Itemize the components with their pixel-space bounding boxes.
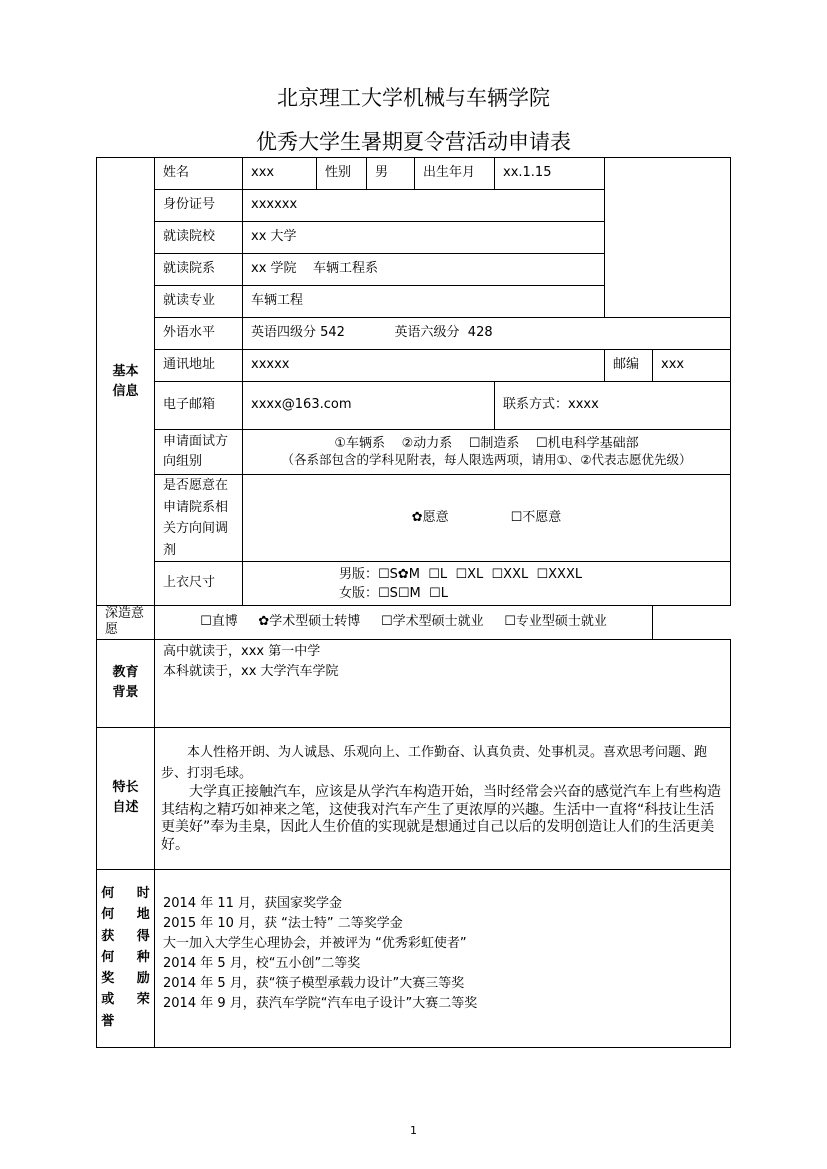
language-label: 外语水平 — [155, 318, 243, 350]
language-value: 英语四级分 542 英语六级分 428 — [243, 318, 731, 350]
major-value: 车辆工程 — [243, 286, 605, 318]
dept-label: 就读院系 — [155, 254, 243, 286]
award-item: 大一加入大学生心理协会，并被评为 “优秀彩虹使者” — [163, 935, 467, 951]
section-basic-label: 基本信息 — [112, 363, 139, 399]
education-line: 本科就读于，xx 大学汽车学院 — [163, 663, 339, 679]
birth-value: xx.1.15 — [495, 158, 605, 190]
education-content — [155, 639, 731, 727]
page-number: 1 — [410, 1124, 417, 1137]
zip-value: xxx — [653, 350, 731, 382]
interview-note: （各系部包含的学科见附表，每人限选两项，请用①、②代表志愿优先级） — [281, 452, 692, 468]
self-statement-content — [155, 727, 731, 869]
major-label: 就读专业 — [155, 286, 243, 318]
photo-box — [605, 158, 731, 318]
section-self-label: 特长自述 — [112, 780, 139, 815]
email-label: 电子邮箱 — [155, 382, 243, 430]
education-line: 高中就读于，xxx 第一中学 — [163, 643, 321, 659]
awards-content — [155, 869, 731, 1047]
id-label: 身份证号 — [155, 190, 243, 222]
section-self-statement — [97, 727, 155, 869]
section-awards-label: 何 时 何 地 获 得 何 种 奖 励 或 荣 誉 — [101, 886, 150, 1029]
contact-value: 联系方式：xxxx — [495, 382, 731, 430]
adjust-label: 是否愿意在申请院系相关方向间调剂 — [155, 475, 243, 562]
section-edu-label: 教育背景 — [112, 665, 139, 700]
birth-label: 出生年月 — [415, 158, 495, 190]
statement-paragraph-1: 本人性格开朗、为人诚恳、乐观向上、工作勤奋、认真负责、处事机灵。喜欢思考问题、跑步、打羽毛球。 — [161, 745, 708, 781]
award-item: 2014 年 11 月，获国家奖学金 — [163, 895, 343, 911]
id-value: xxxxxx — [243, 190, 605, 222]
shirt-size-label: 上衣尺寸 — [155, 562, 243, 606]
school-value: xx 大学 — [243, 222, 605, 254]
shirt-size-female: 女版：☐S☐M ☐L — [339, 585, 448, 601]
interview-options — [243, 430, 731, 475]
interview-label: 申请面试方向组别 — [155, 430, 243, 475]
shirt-size-options — [243, 562, 731, 606]
interview-choices: ①车辆系 ②动力系 ☐制造系 ☐机电科学基础部 — [334, 436, 639, 452]
name-label: 姓名 — [155, 158, 243, 190]
school-label: 就读院校 — [155, 222, 243, 254]
address-value: xxxxx — [243, 350, 605, 382]
email-value: xxxx@163.com — [243, 382, 495, 430]
address-label: 通讯地址 — [155, 350, 243, 382]
adjust-value: ✿愿意 ☐不愿意 — [243, 475, 731, 562]
further-study-label: 深造意愿 — [97, 606, 155, 640]
award-item: 2015 年 10 月，获 “法士特” 二等奖学金 — [163, 915, 403, 931]
statement-paragraph-2: 大学真正接触汽车，应该是从学汽车构造开始，当时经常会兴奋的感觉汽车上有些构造其结构之精巧如神来之笔，这使我对汽车产生了更浓厚的兴趣。生活中一直将“科技让生活更美好”奉为圭臬，因此人生价值的实现就是想通过自己以后的发明创造让人们的生活更美好。 — [161, 784, 721, 853]
zip-label: 邮编 — [605, 350, 653, 382]
section-awards — [97, 869, 155, 1047]
section-education — [97, 639, 155, 727]
award-item: 2014 年 5 月，获“筷子模型承载力设计”大赛三等奖 — [163, 975, 465, 991]
gender-label: 性别 — [317, 158, 367, 190]
dept-value: xx 学院 车辆工程系 — [243, 254, 605, 286]
shirt-size-male: 男版：☐S✿M ☐L ☐XL ☐XXL ☐XXXL — [339, 566, 583, 582]
application-form-table — [96, 157, 731, 1048]
form-title: 优秀大学生暑期夏令营活动申请表 — [256, 130, 571, 154]
name-value: xxx — [243, 158, 317, 190]
section-basic-info — [97, 158, 155, 606]
form-title-school: 北京理工大学机械与车辆学院 — [277, 86, 550, 110]
award-item: 2014 年 9 月，获汽车学院“汽车电子设计”大赛二等奖 — [163, 995, 478, 1011]
award-item: 2014 年 5 月，校“五小创”二等奖 — [163, 955, 361, 971]
gender-value: 男 — [367, 158, 415, 190]
further-study-options: ☐直博 ✿学术型硕士转博 ☐学术型硕士就业 ☐专业型硕士就业 — [155, 606, 653, 640]
